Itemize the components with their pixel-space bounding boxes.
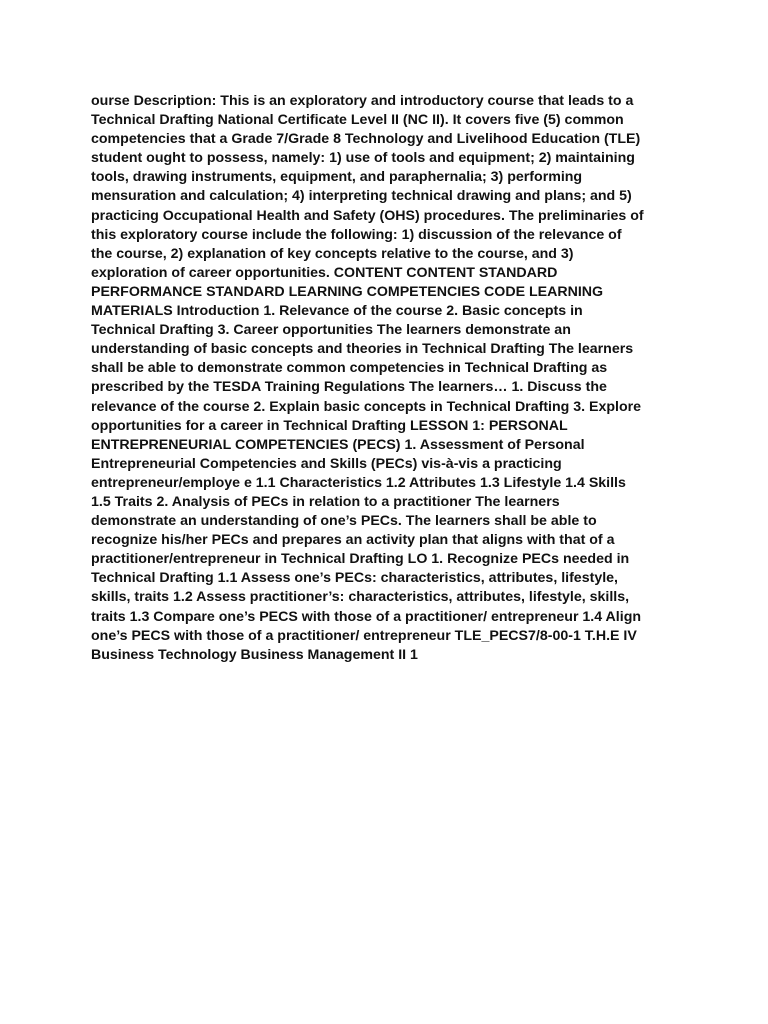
text-line: entrepreneur/employe e 1.1 Characteristics 1.2 Attributes 1.3 Lifestyle 1.4 Skills <box>91 474 626 491</box>
text-line: mensuration and calculation; 4) interpreting technical drawing and plans; and 5) <box>91 188 632 205</box>
text-line: Technical Drafting 1.1 Assess one’s PECs: characteristics, attributes, lifestyle, <box>91 570 618 587</box>
text-line: Entrepreneurial Competencies and Skills (PECs) vis-à-vis a practicing <box>91 455 562 472</box>
text-line: ENTREPRENEURIAL COMPETENCIES (PECS) 1. Assessment of Personal <box>91 436 585 453</box>
text-line: prescribed by the TESDA Training Regulations The learners… 1. Discuss the <box>91 379 607 396</box>
text-line: Technical Drafting National Certificate Level II (NC II). It covers five (5) common <box>91 112 624 129</box>
text-line: tools, drawing instruments, equipment, and paraphernalia; 3) performing <box>91 169 583 186</box>
text-line: Business Technology Business Management II 1 <box>91 646 418 663</box>
text-line: practitioner/entrepreneur in Technical Drafting LO 1. Recognize PECs needed in <box>91 551 630 568</box>
text-line: opportunities for a career in Technical Drafting LESSON 1: PERSONAL <box>91 417 568 434</box>
text-line: practicing Occupational Health and Safety (OHS) procedures. The preliminaries of <box>91 207 644 224</box>
text-line: MATERIALS Introduction 1. Relevance of the course 2. Basic concepts in <box>91 303 583 320</box>
text-line: traits 1.3 Compare one’s PECS with those of a practitioner/ entrepreneur 1.4 Align <box>91 608 642 625</box>
text-line: shall be able to demonstrate common competencies in Technical Drafting as <box>91 360 608 377</box>
text-line: this exploratory course include the following: 1) discussion of the relevance of <box>91 226 622 243</box>
text-line: relevance of the course 2. Explain basic concepts in Technical Drafting 3. Explore <box>91 398 642 415</box>
document-body-text <box>91 92 681 665</box>
text-line: demonstrate an understanding of one’s PECs. The learners shall be able to <box>91 513 597 530</box>
text-line: competencies that a Grade 7/Grade 8 Technology and Livelihood Education (TLE) <box>91 131 641 148</box>
text-line: exploration of career opportunities. CONTENT CONTENT STANDARD <box>91 264 558 281</box>
text-line: one’s PECS with those of a practitioner/ entrepreneur TLE_PECS7/8-00-1 T.H.E IV <box>91 627 637 644</box>
text-line: recognize his/her PECs and prepares an activity plan that aligns with that of a <box>91 532 615 549</box>
text-line: understanding of basic concepts and theories in Technical Drafting The learners <box>91 341 634 358</box>
text-line: PERFORMANCE STANDARD LEARNING COMPETENCIES CODE LEARNING <box>91 283 604 300</box>
text-line: the course, 2) explanation of key concepts relative to the course, and 3) <box>91 245 574 262</box>
text-line: Technical Drafting 3. Career opportunities The learners demonstrate an <box>91 322 571 339</box>
text-line: student ought to possess, namely: 1) use of tools and equipment; 2) maintaining <box>91 150 635 167</box>
text-line: ourse Description: This is an exploratory and introductory course that leads to a <box>91 93 634 109</box>
text-line: 1.5 Traits 2. Analysis of PECs in relation to a practitioner The learners <box>91 493 560 510</box>
text-line: skills, traits 1.2 Assess practitioner’s: characteristics, attributes, lifestyle, skills, <box>91 589 630 606</box>
